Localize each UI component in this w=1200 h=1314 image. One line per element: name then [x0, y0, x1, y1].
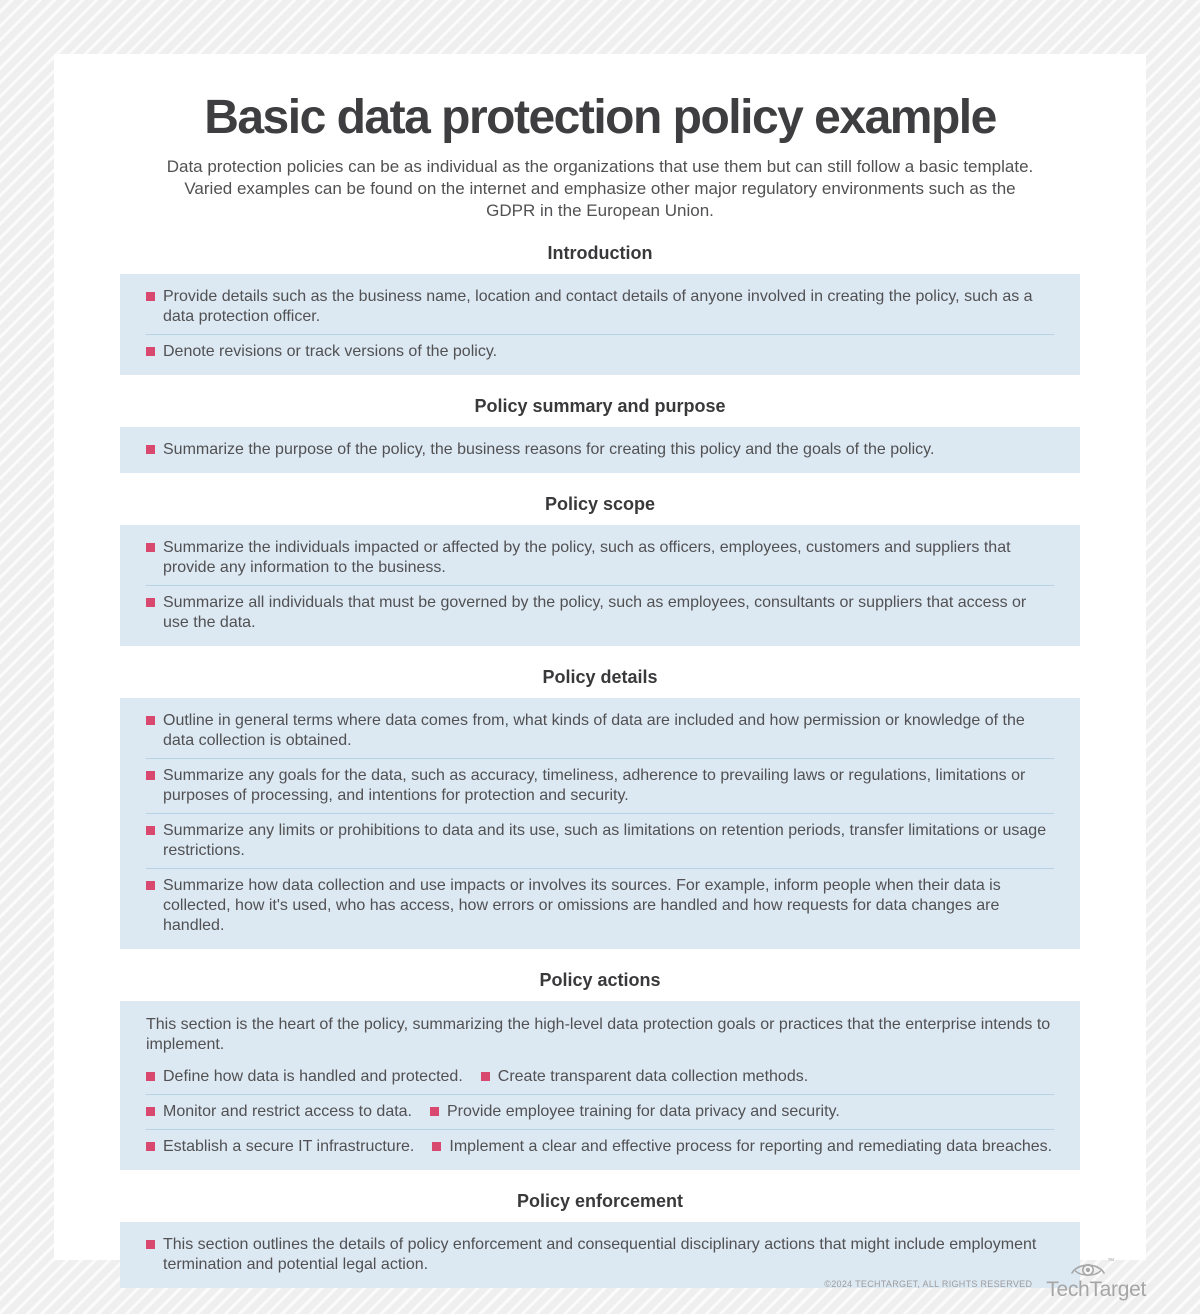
page-title: Basic data protection policy example	[204, 91, 996, 144]
section-heading: Policy summary and purpose	[474, 395, 726, 416]
bullet-item	[146, 758, 1054, 813]
bullet-square-icon	[146, 826, 155, 835]
bullet-text: Denote revisions or track versions of the policy.	[163, 342, 498, 360]
bullet-text: Summarize the purpose of the policy, the business reasons for creating this policy and the goals of the policy.	[163, 440, 935, 458]
section-heading: Introduction	[547, 242, 653, 263]
bullet-square-icon	[146, 598, 155, 607]
techtarget-logo	[1046, 1258, 1146, 1302]
bullet-row	[146, 1129, 1054, 1164]
bullet-item	[146, 1102, 412, 1122]
bullet-row	[146, 1094, 1054, 1129]
bullet-square-icon	[146, 716, 155, 725]
bullet-item	[430, 1102, 840, 1122]
section-heading: Policy details	[542, 666, 658, 687]
bullet-item	[481, 1067, 808, 1087]
copyright-text: ©2024 TECHTARGET, ALL RIGHTS RESERVED	[824, 1279, 1033, 1289]
bullet-item	[146, 704, 1054, 758]
bullet-text: Summarize how data collection and use impacts or involves its sources. For example, inform people when their data is collected, how it's used, who has access, how errors or omissions are handled and how requests for data changes are handled.	[163, 876, 1001, 934]
page-subtitle: Data protection policies can be as individual as the organizations that use them but can still follow a basic template. Varied examples can be found on the internet and emphasize other major regulatory environments such as the GDPR in the European Union.	[166, 156, 1034, 220]
section-heading: Policy scope	[544, 493, 656, 514]
techtarget-logo-text: TechTarget	[1046, 1278, 1146, 1301]
section-box	[120, 274, 1080, 375]
section-policy-scope	[120, 494, 1080, 646]
bullet-item	[146, 334, 1054, 369]
section-box	[120, 427, 1080, 473]
section-box	[120, 525, 1080, 646]
bullet-item	[146, 868, 1054, 943]
bullet-text: Outline in general terms where data comes from, what kinds of data are included and how permission or knowledge of the data collection is obtained.	[163, 711, 1025, 749]
bullet-item	[146, 1137, 414, 1157]
bullet-square-icon	[481, 1072, 490, 1081]
bullet-text: Provide employee training for data privacy and security.	[447, 1102, 840, 1120]
section-policy-actions	[120, 970, 1080, 1170]
section-intro-text: This section is the heart of the policy, summarizing the high-level data protection goals or practices that the enterprise intends to implement.	[146, 1015, 1051, 1053]
bullet-text: This section outlines the details of policy enforcement and consequential disciplinary actions that might include employment termination and potential legal action.	[163, 1235, 1037, 1273]
footer	[824, 1258, 1146, 1302]
bullet-item	[146, 280, 1054, 334]
bullet-square-icon	[146, 881, 155, 890]
bullet-square-icon	[146, 347, 155, 356]
bullet-text: Monitor and restrict access to data.	[163, 1102, 412, 1120]
section-policy-details	[120, 667, 1080, 949]
bullet-text: Summarize all individuals that must be governed by the policy, such as employees, consultants or suppliers that access or use the data.	[163, 593, 1027, 631]
bullet-square-icon	[146, 1142, 155, 1151]
bullet-square-icon	[146, 1107, 155, 1116]
bullet-text: Implement a clear and effective process for reporting and remediating data breaches.	[449, 1137, 1053, 1155]
bullet-square-icon	[146, 292, 155, 301]
bullet-item	[146, 1067, 463, 1087]
bullet-item	[146, 531, 1054, 585]
bullet-text: Create transparent data collection methods.	[497, 1067, 809, 1085]
infographic-card	[54, 54, 1146, 1273]
bullet-item	[146, 433, 1054, 467]
bullet-square-icon	[146, 771, 155, 780]
bullet-row	[146, 1060, 1054, 1094]
bullet-square-icon	[430, 1107, 439, 1116]
section-box	[120, 698, 1080, 949]
bullet-item	[146, 813, 1054, 868]
trademark-symbol: ™	[1107, 1258, 1115, 1265]
bullet-square-icon	[146, 445, 155, 454]
section-policy-summary	[120, 396, 1080, 473]
bullet-square-icon	[146, 543, 155, 552]
bullet-text: Summarize any limits or prohibitions to data and its use, such as limitations on retention periods, transfer limitations or usage restrictions.	[163, 821, 1047, 859]
section-heading: Policy enforcement	[516, 1190, 684, 1211]
eye-icon	[1070, 1258, 1106, 1278]
bullet-square-icon	[432, 1142, 441, 1151]
bullet-item	[432, 1137, 1052, 1157]
section-introduction	[120, 243, 1080, 375]
bullet-text: Provide details such as the business name, location and contact details of anyone involved in creating the policy, such as a data protection officer.	[163, 287, 1033, 325]
bullet-square-icon	[146, 1240, 155, 1249]
bullet-square-icon	[146, 1072, 155, 1081]
section-box	[120, 1001, 1080, 1170]
bullet-text: Summarize any goals for the data, such as accuracy, timeliness, adherence to prevailing laws or regulations, limitations or purposes of processing, and intentions for protection and security.	[163, 766, 1026, 804]
bullet-text: Define how data is handled and protected.	[163, 1067, 463, 1085]
bullet-text: Summarize the individuals impacted or affected by the policy, such as officers, employees, customers and suppliers that provide any information to the business.	[163, 538, 1011, 576]
section-heading: Policy actions	[539, 969, 661, 990]
bullet-text: Establish a secure IT infrastructure.	[163, 1137, 415, 1155]
bullet-item	[146, 585, 1054, 640]
